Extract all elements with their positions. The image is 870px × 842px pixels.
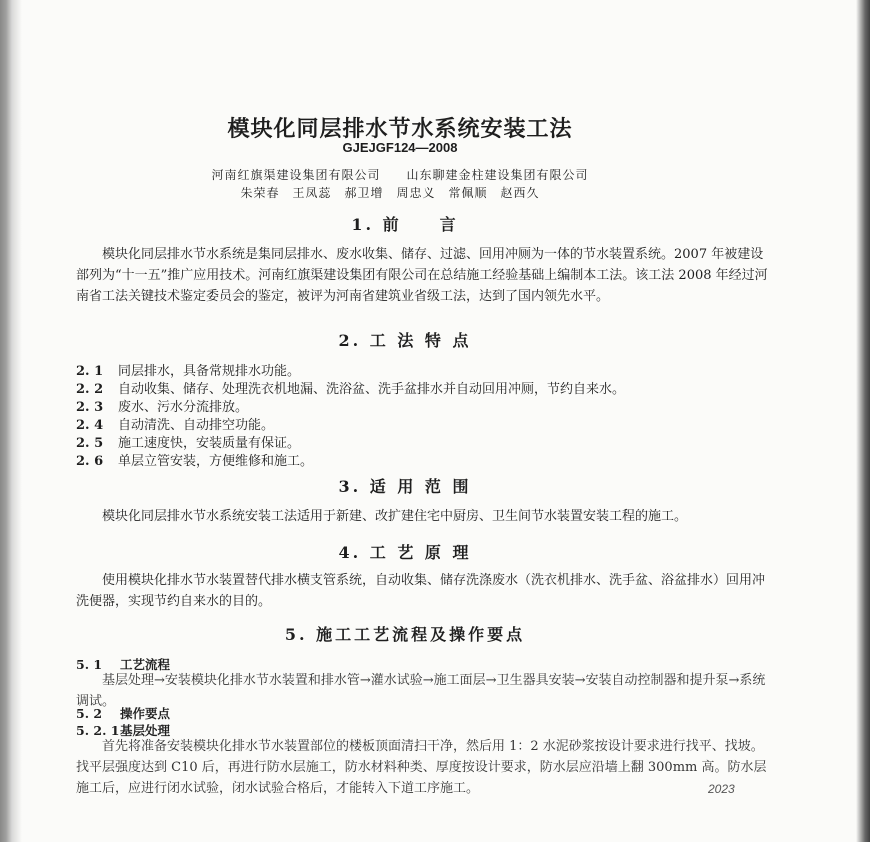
- section-3-heading: 3. 适 用 范 围: [338, 477, 472, 496]
- section-5-heading: 5. 施工工艺流程及操作要点: [284, 625, 526, 644]
- section-1-heading: 1. 前 言: [351, 215, 459, 234]
- list-item: 2. 3 废水、污水分流排放。: [76, 400, 249, 415]
- section-4-paragraph: 使用模块化排水节水装置替代排水横支管系统，自动收集、储存洗涤废水（洗衣机排水、洗手盆、浴盆排水）回用冲洗便器，实现节约自来水的目的。: [76, 573, 766, 609]
- section-2-heading: 2. 工 法 特 点: [338, 331, 472, 350]
- section-4-heading: 4. 工 艺 原 理: [338, 543, 472, 562]
- section-1-paragraph: 模块化同层排水节水系统是集同层排水、废水收集、储存、过滤、回用冲厕为一体的节水装置系统。2007 年被建设部列为“十一五”推广应用技术。河南红旗渠建设集团有限公司在总结施工经验基础上编制本工法。该工法 2008 年经过河南省工法关键技术鉴定委员会的鉴定，被评为河南省建筑业省级工法，达到了国内领先水平。: [76, 247, 768, 304]
- subsection-5-1: 5. 1 工艺流程: [76, 657, 171, 672]
- list-item: 2. 4 自动清洗、自动排空功能。: [76, 418, 275, 433]
- document-code: GJEJGF124—2008: [342, 140, 458, 155]
- page-number: 2023: [708, 782, 735, 796]
- list-item: 2. 5 施工速度快，安装质量有保证。: [76, 436, 301, 451]
- subsection-5-2: 5. 2 操作要点: [76, 706, 171, 721]
- section-3-paragraph: 模块化同层排水节水系统安装工法适用于新建、改扩建住宅中厨房、卫生间节水装置安装工程的施工。: [102, 509, 688, 524]
- list-item: 2. 6 单层立管安装，方便维修和施工。: [76, 454, 314, 469]
- list-item: 2. 2 自动收集、储存、处理洗衣机地漏、洗浴盆、洗手盆排水并自动回用冲厕，节约自来水。: [76, 382, 626, 397]
- list-item: 2. 1 同层排水，具备常规排水功能。: [76, 364, 301, 379]
- authors: 朱荣春 王凤蕊 郝卫增 周忠义 常佩顺 赵西久: [240, 186, 540, 200]
- document-title: 模块化同层排水节水系统安装工法: [227, 116, 573, 142]
- subsection-5-2-1: 5. 2. 1基层处理: [76, 723, 171, 738]
- base-treatment-paragraph: 首先将准备安装模块化排水节水装置部位的楼板顶面清扫干净，然后用 1：2 水泥砂浆按设计要求进行找平、找坡。找平层强度达到 C10 后，再进行防水层施工，防水材料种类、厚度按设计要求，防水层应沿墙上翻 300mm 高。防水层施工后，应进行闭水试验，闭水试验合格后，才能转入下道工序施工。: [76, 739, 767, 796]
- organizations: 河南红旗渠建设集团有限公司 山东聊建金柱建设集团有限公司: [211, 168, 589, 182]
- process-flow: 基层处理→安装模块化排水节水装置和排水管→灌水试验→施工面层→卫生器具安装→安装自动控制器和提升泵→系统调试。: [76, 673, 766, 709]
